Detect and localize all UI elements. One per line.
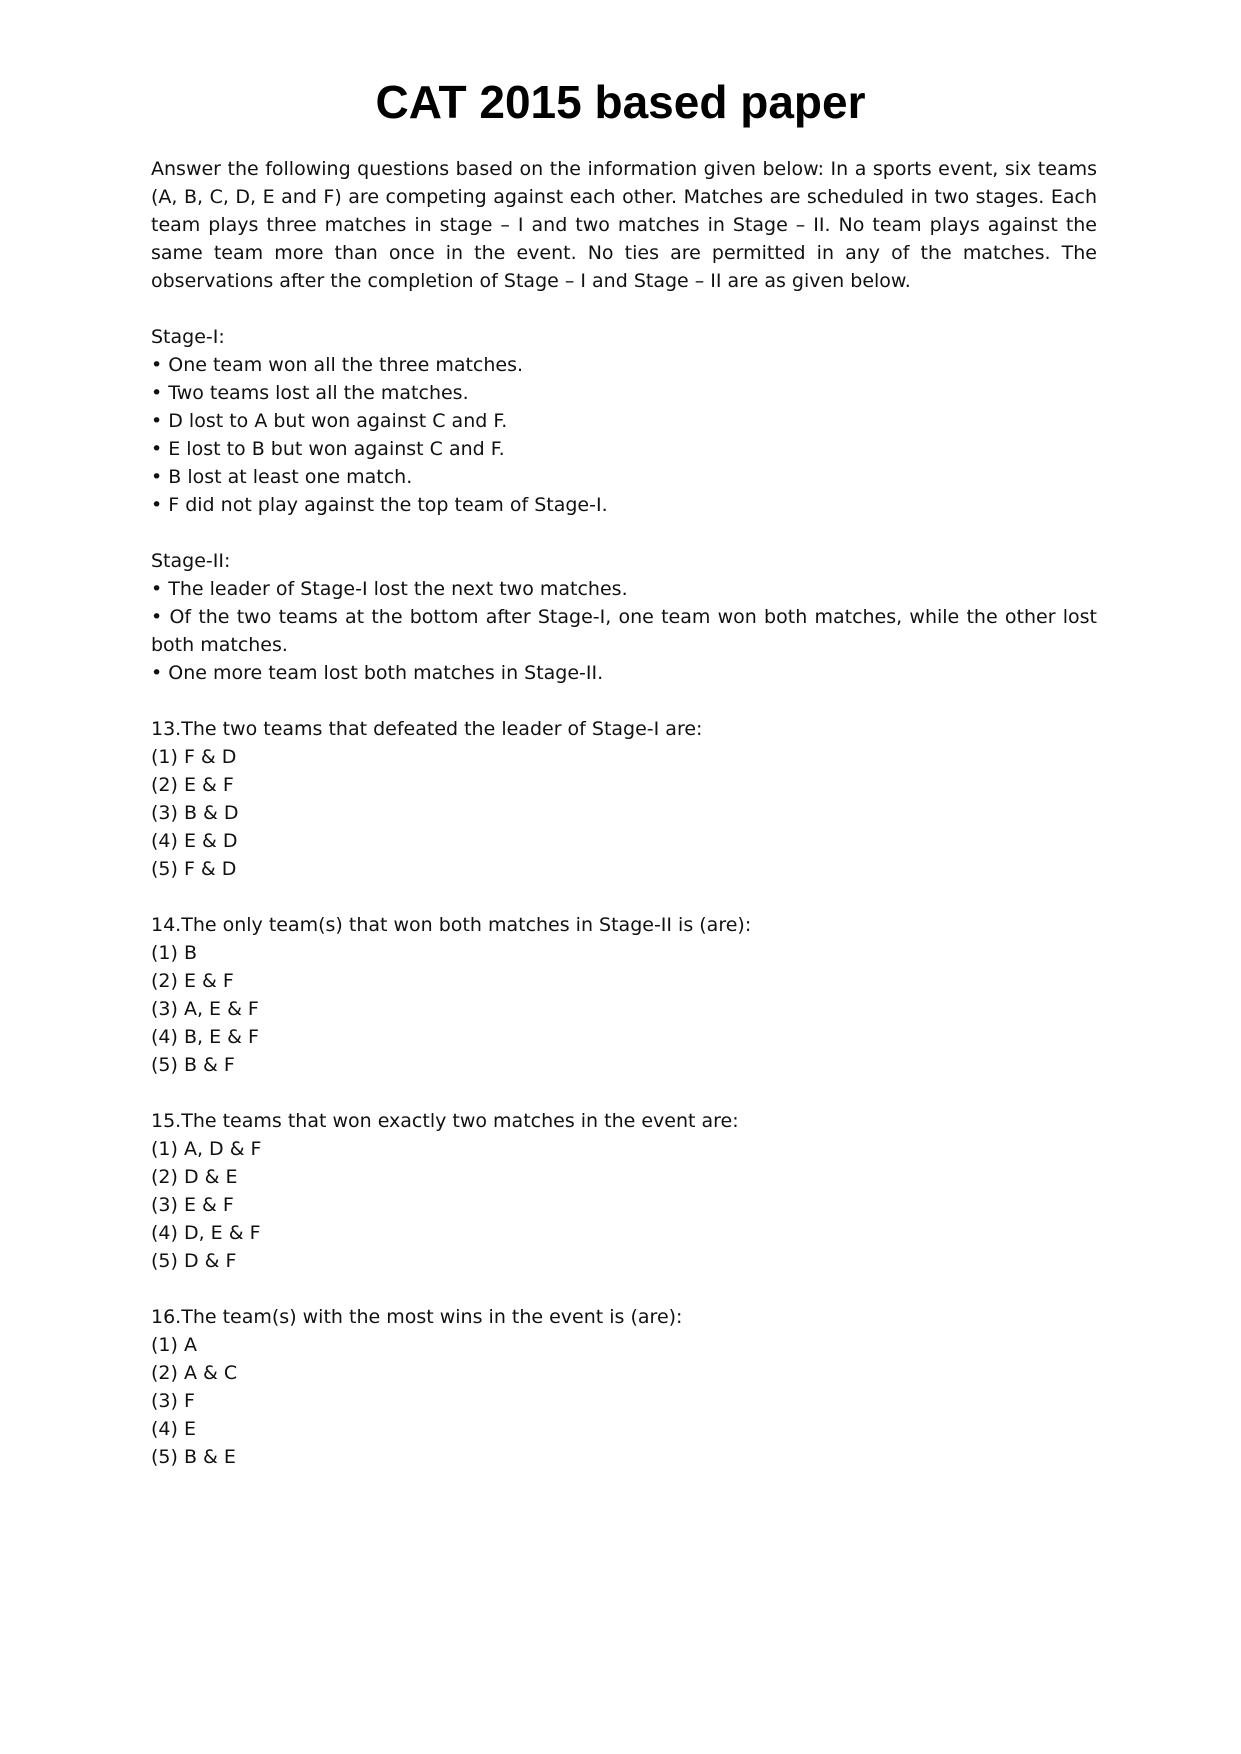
answer-option: (4) D, E & F	[151, 1222, 261, 1244]
answer-option: (4) B, E & F	[151, 1026, 259, 1048]
stage-1-bullet: • F did not play against the top team of Stage-I.	[151, 494, 608, 516]
stage-1-heading: Stage-I:	[151, 326, 225, 348]
question-text: 13.The two teams that defeated the leader of Stage-I are:	[151, 718, 703, 740]
answer-option: (1) A	[151, 1334, 197, 1356]
stage-2-section	[151, 547, 1097, 687]
stage-1-section	[151, 323, 1097, 519]
page-title: CAT 2015 based paper	[375, 76, 866, 128]
answer-option: (3) F	[151, 1390, 195, 1412]
answer-option: (5) B & E	[151, 1446, 236, 1468]
document-body	[151, 155, 1097, 1471]
answer-option: (3) A, E & F	[151, 998, 259, 1020]
answer-option: (4) E & D	[151, 830, 238, 852]
stage-1-bullet: • D lost to A but won against C and F.	[151, 410, 508, 432]
stage-2-bullet: • Of the two teams at the bottom after Stage-I, one team won both matches, while the other lost both matches.	[151, 606, 1097, 656]
answer-option: (5) B & F	[151, 1054, 235, 1076]
stage-1-bullet: • One team won all the three matches.	[151, 354, 524, 376]
answer-option: (2) D & E	[151, 1166, 238, 1188]
question-text: 15.The teams that won exactly two matches in the event are:	[151, 1110, 739, 1132]
question-13	[151, 715, 1097, 883]
answer-option: (1) F & D	[151, 746, 237, 768]
question-16	[151, 1303, 1097, 1471]
answer-option: (2) E & F	[151, 774, 234, 796]
answer-option: (5) D & F	[151, 1250, 237, 1272]
question-14	[151, 911, 1097, 1079]
stage-1-bullet: • Two teams lost all the matches.	[151, 382, 469, 404]
intro-paragraph: Answer the following questions based on the information given below: In a sports event, six teams (A, B, C, D, E and F) are competing against each other. Matches are scheduled in two stages. Each team plays three matches in stage – I and two matches in Stage – II. No team plays against the same team more than once in the event. No ties are permitted in any of the matches. The observations after the completion of Stage – I and Stage – II are as given below.	[151, 158, 1097, 292]
stage-2-bullet: • The leader of Stage-I lost the next two matches.	[151, 578, 628, 600]
answer-option: (1) B	[151, 942, 197, 964]
stage-1-bullet: • E lost to B but won against C and F.	[151, 438, 505, 460]
answer-option: (3) E & F	[151, 1194, 234, 1216]
answer-option: (3) B & D	[151, 802, 239, 824]
answer-option: (2) A & C	[151, 1362, 238, 1384]
answer-option: (5) F & D	[151, 858, 237, 880]
answer-option: (4) E	[151, 1418, 196, 1440]
answer-option: (2) E & F	[151, 970, 234, 992]
stage-2-heading: Stage-II:	[151, 550, 231, 572]
question-text: 16.The team(s) with the most wins in the event is (are):	[151, 1306, 683, 1328]
answer-option: (1) A, D & F	[151, 1138, 262, 1160]
question-text: 14.The only team(s) that won both matches in Stage-II is (are):	[151, 914, 752, 936]
question-15	[151, 1107, 1097, 1275]
stage-2-bullet: • One more team lost both matches in Stage-II.	[151, 662, 604, 684]
stage-1-bullet: • B lost at least one match.	[151, 466, 413, 488]
